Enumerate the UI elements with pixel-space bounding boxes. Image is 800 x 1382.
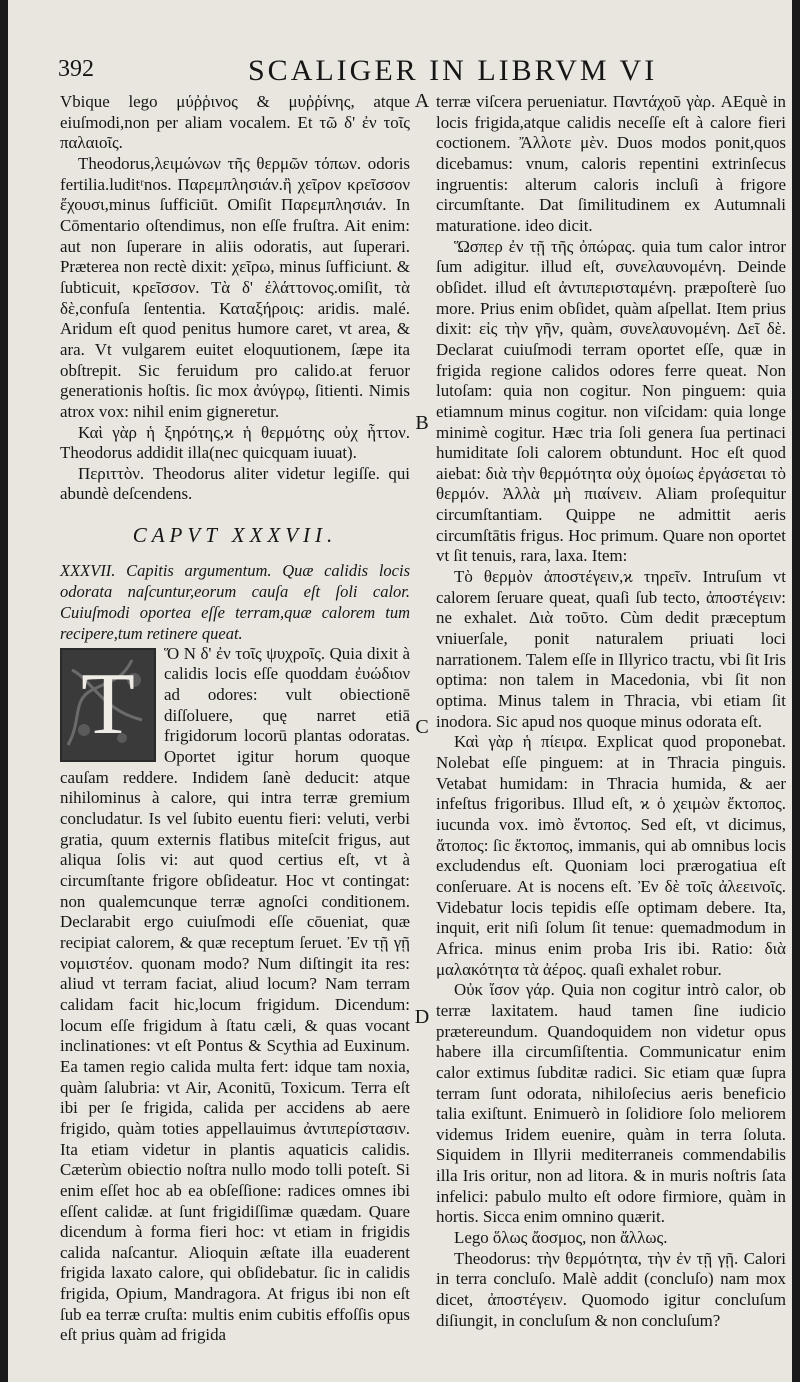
margin-letter-d: D — [414, 1006, 430, 1028]
page-header — [58, 50, 788, 90]
page-number: 392 — [58, 56, 94, 82]
left-paragraph: Vbique lego μύῤῥινος & μυῤῥίνης, atque eiuſmodi,non per aliam vocalem. Et τῶ δ' ἐν τοῖς παλαιοῖς. — [60, 92, 410, 153]
running-head: SCALIGER IN LIBRVM VI — [248, 54, 658, 87]
book-page — [8, 0, 792, 1382]
right-paragraph: Οὐκ ἴσον γάρ. Quia non cogitur intrò calor, ob terræ laxitatem. haud tamen ſine iudicio prætereundum. Quandoquidem non videtur opus habere illa circumſiſtentia. Communicatur enim calor extimus ſubditæ radici. Sic etiam quæ ſupra terram ſunt odorata, nihiloſecius aeris beneficio talia exiſtunt. Enimuerò in ſolidiore ſolo meliorem videmus Iridem euenire, quàm in terra ſoluta. Siquidem in Illyrii mediterraneis commendabilis illa Iris oritur, non ad litora. & in muris noſtris ſata infelici: pabulo multo eſt odore firmiore, quàm in hortis. Sicca enim omnino quærit. — [436, 980, 786, 1227]
margin-letter-a: A — [414, 90, 430, 112]
right-paragraph: Lego ὅλως ἄοσμος, non ἄλλως. — [454, 1228, 668, 1248]
drop-cap-letter: T — [81, 655, 135, 753]
chapter-argument: XXXVII. Capitis argumentum. Quæ calidis locis odorata naſcuntur,eorum cauſa eſt ſoli calor. Cuiuſmodi oportea eſſe terram,quæ calorem tum recipere,tum retinere queat. — [60, 560, 410, 643]
left-paragraph: Theodorus,λειμώνων τῆς θερμῶν τόπων. odoris fertilia.luditʳnos. Παρεμπλησιάν.ἢ χεῖρον κρεῖσσον ἔχουσι,minus ſufficiūt. Omiſit Παρεμπλησιάν. In Cōmentario oſtendimus, non eſſe fruſtra. Ait enim: aut non ſuperare in aliis odoratis, aut ſuperari. Præterea non rectè dixit: χεῖρω, minus ſufficiunt. & ſubticuit, κρεῖσσον. Τὰ δ' ἐλάττονος.omiſit, τὰ δὲ,confuſa ſententia. Καταξήροις: aridis. malé. Aridum eſt quod penitus humore caret, vt area, & ara. Vt vulgarem euitet eloquutionem, ſæpe ita obſtrepit. Sic feruidum pro calido.at feruor generationis hoſtis. ſic mox ἀνύγρῳ, ſitienti. Nimis atrox vox: nihil enim gigneretur. — [60, 153, 410, 421]
left-paragraph: Περιττὸν. Theodorus aliter videtur legiſſe. qui abundè deſcendens. — [60, 463, 410, 504]
right-paragraph: Καὶ γὰρ ἡ πίειρα. Explicat quod proponebat. Nolebat eſſe pinguem: at in Thracia pinguis. Vetabat humidam: in Thracia humida, & aer infeſtus frigoribus. Illud eſt, ϰ ὁ χειμὼν ἔκτοπος. iucunda vox. imò ἔντοπος. Sed eſt, vt dicimus, ἄτοπος: ſic ἔκτοπος, immanis, qui ab omnibus locis excludendus eſt. Quoniam loci prærogatiua eſt conſeruare. At is nocens eſt. Ἐν δὲ τοῖς ἀλεεινοῖς. Videbatur locis tepidis eſſe optimam debere. Ita, inquit, erit niſi ſolum ſit tenue: quemadmodum in Africa. minus enim proba Iris ibi. Ratio: διὰ μαλακότητα τὰ ἀέρος. quaſi exhalet robur. — [436, 732, 786, 979]
ornamental-initial — [60, 648, 156, 762]
left-paragraph: Ὅ Ν δ' ἐν τοῖς ψυχροῖς. Quia dixit à calidis locis eſſe quoddam ἐυώδιον ad odores: vult obiectionē diſſoluere, quę narret etiā frigidorum locorū plantas odoratas. Oportet igitur horum quoque cauſam reddere. Indidem ſanè deducit: atque nihilominus à calore, qui intra terræ gremium concludatur. Is vel ſubito euentu fieri: veluti, verbi gratia, quum externis flatibus miteſcit frigus, aut aliqua ſolis vi: aut quod certius eſt, vt à circumſtante frigore obſideatur. Hoc vt contingat: non qualemcunque terræ agnoſci conditionem. Declarabit ergo cuiuſmodi eſſe cōueniat, quæ recipiat calorem, & quæ receptum ſeruet. Ἐν τῇ γῇ νομιστέον. quonam modo? Num diſtingit ita res: aliud vt terram faciat, aliud locum? Nam terram calidam facit hic,locum frigidum. Dicendum: locum eſſe frigidum à ſtatu cæli, & quas vocant inclinationes: vt eſt Pontus & Scythia ad Euxinum. Ea tamen regio calida multa fert: idque tam noxia, quàm ſalubria: vt Air, Aconitū, Toxicum. Terra eſt ibi per ſe frigida, calida per accidens ab aere frigido, quàm toties appellauimus ἀντιπερίστασιν. Ita etiam videtur in plantis aquaticis calidis. Cæterùm obiectio noſtra nullo modo tolli poteſt. Si enim eſſet hoc ab ea obſeſſione: radices omnes ibi eſſent calidæ. at ſunt frigidiſſimæ quædam. Quare dicendum à forma fieri hoc: vt etiam in frigidis calida naſcantur. Alioquin æſtate illa euaderent frigida laxato calore, qui obſidebatur. ſic in calidis frigida, Opium, Mandragora. At frigus ibi non eſt ſub ea terræ cruſta: multis enim cubitis effoſſis opus eſt prius quàm ad frigida — [60, 643, 410, 1345]
margin-letter-c: C — [415, 716, 429, 738]
right-paragraph: Ὥσπερ ἐν τῇ τῆς ὀπώρας. quia tum calor intror ſum adigitur. illud eſt, συνελαυνομένη. Deinde obſidet. illud eſt ἀντιπερισταμένη. præpoſterè ſuo more. Prius enim obſidet, quàm aſpellat. Item prius dixit: εἰς τὴν γῆν, quàm, συνελαυνομένη. Δεῖ δὲ. Declarat cuiuſmodi terram oportet eſſe, quæ in frigida regione calidos odores ferre queat. Non lutoſam: quia non cogitur. Non pinguem: quia etiamnum minus cogitur. non viſcidam: quia longe minimè cogitur. Hæc tria ſoli genera ſua pertinaci humiditate ſoli calorem obtundunt. Hoc eſt quod aiebat: διὰ τὴν θερμότητα οὐχ ὁμοίως ἐργάσεται τὸ θερμόν. Ἀλλὰ μὴ πιαίνειν. Aliam proſequitur circumſtantiam. Quippe ne admittit aeris circumſtātis frigus. Hoc primum. Quare non oportet vt ſit tenuis, rara, laxa. Item: — [436, 236, 786, 566]
margin-letter-b: B — [415, 412, 429, 434]
right-paragraph: Theodorus: τὴν θερμότητα, τὴν ἐν τῇ γῇ. Calori in terra concluſo. Malè addit (concluſo) nam mox dicet, ἀποστέγειν. Quomodo igitur concluſum diſiungit, in concluſum & non concluſum? — [436, 1248, 786, 1330]
right-paragraph: terræ viſcera perueniatur. Παντάχοῦ γὰρ. AEquè in locis frigida,atque calidis neceſſe eſt à calore fieri coctionem. Ἄλλοτε μὲν. Duos modos ponit,quos dicebamus: vnum, caloris repentini extrinſecus ingruentis: alterum caloris incluſi à frigore circumſtante. Dat ſimilitudinem ex Autumnali maturatione. ideo dicit. — [436, 92, 786, 235]
right-paragraph: Τὸ θερμὸν ἀποστέγειν,ϰ τηρεῖν. Intruſum vt calorem ſeruare queat, quaſi ſub tecto, ἀποστέγειν: ne exhalet. Διὰ τοῦτο. Cùm dedit præceptum vniuerſale, ponit naturalem priuati loci narrationem. Talem eſſe in Illyrico tractu, vbi ſit Iris optima: non talem in Macedonia, vbi ſit non optima. Minus talem in Thracia, vbi etiam ſit inodora. Sic apud nos quoque minus odorata eſt. — [436, 567, 786, 731]
chapter-title: CAPVT XXXVII. — [132, 523, 338, 548]
left-column — [60, 92, 410, 1346]
left-paragraph: Καὶ γὰρ ἡ ξηρότης,ϰ ἡ θερμότης οὐχ ἧττον. Theodorus addidit illa(nec quicquam iuuat). — [60, 422, 410, 463]
right-column — [436, 92, 786, 1331]
chapter-body — [60, 644, 410, 1346]
